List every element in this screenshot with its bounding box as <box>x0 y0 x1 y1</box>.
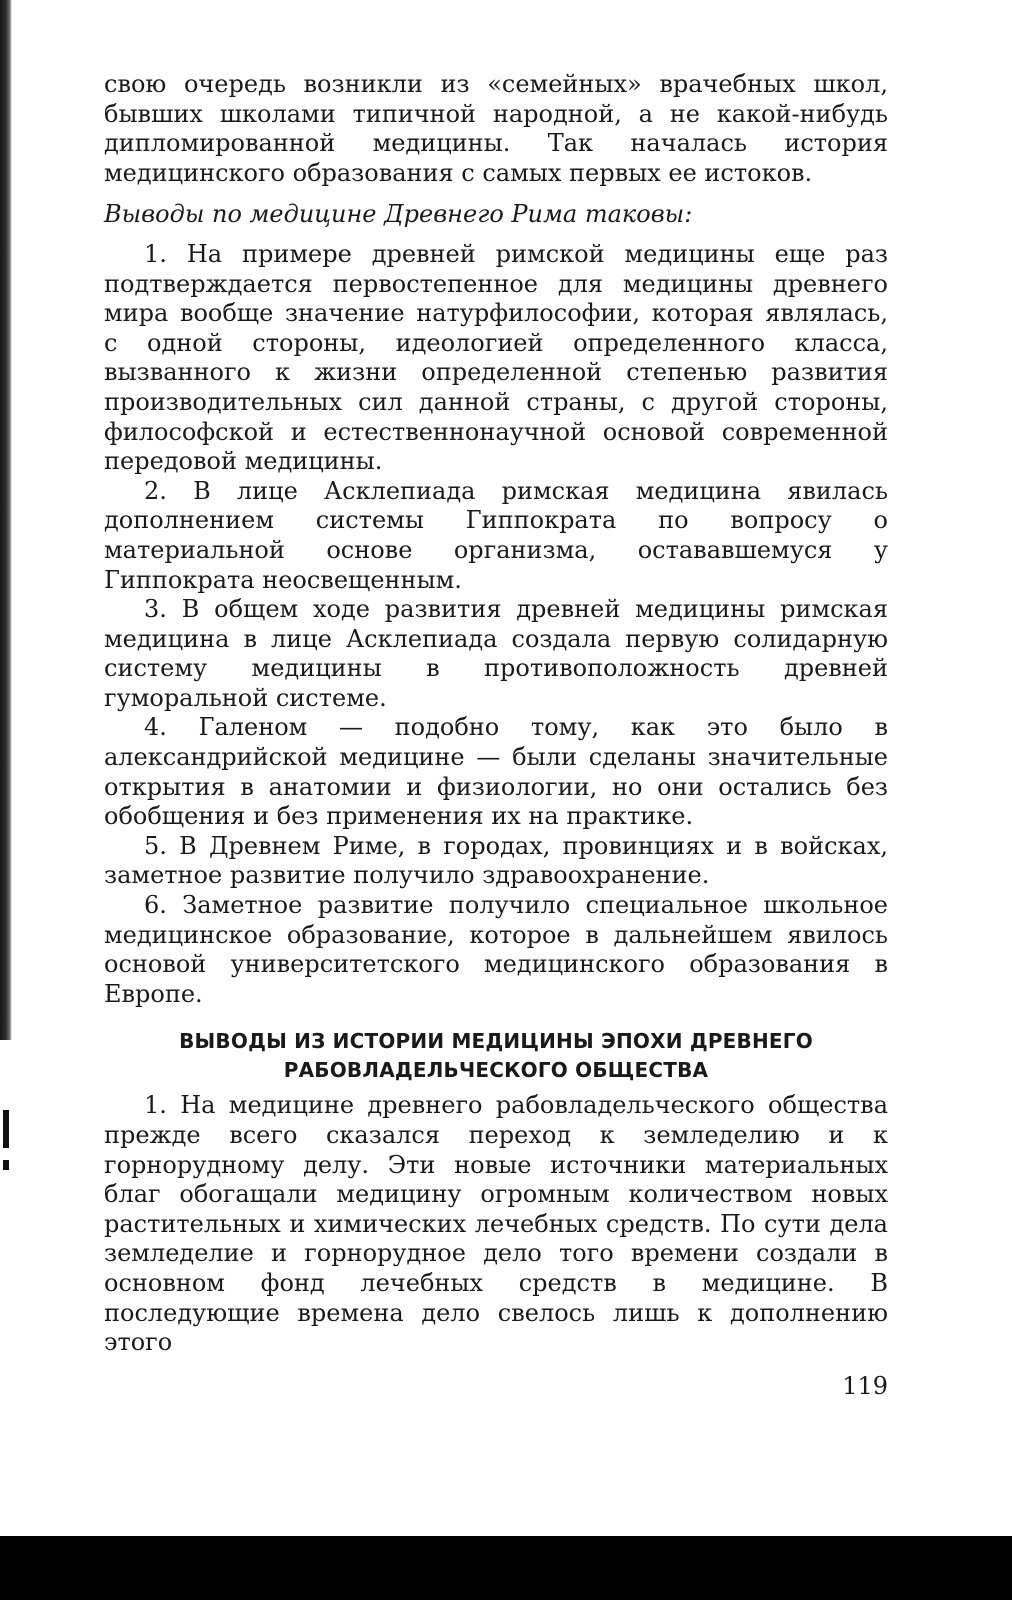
rome-conclusion-5: 5. В Древнем Риме, в городах, провинциях и в войсках, заметное развитие получило здравоохранение. <box>104 831 888 890</box>
rome-conclusion-1: 1. На примере древней римской медицины еще раз подтверждается первостепенное для медицины древнего мира вообще значение натурфилософии, которая являлась, с одной стороны, идеологией определенного класса, вызванного к жизни определенной степенью развития производительных сил данной страны, с другой стороны, философской и естественнонаучной основой современной передовой медицины. <box>104 239 888 476</box>
section-paragraph-1: 1. На медицине древнего рабовладельческого общества прежде всего сказался переход к земледелию и к горнорудному делу. Эти новые источники материальных благ обогащали медицину огромным количеством новых растительных и химических лечебных средств. По сути дела земледелие и горнорудное дело того времени создали в основном фонд лечебных средств в медицине. В последующие времена дело свелось лишь к дополнению этого <box>104 1091 888 1357</box>
paragraph-intro: свою очередь возникли из «семейных» врачебных школ, бывших школами типичной народной, а не какой-нибудь дипломированной медицины. Так началась история медицинского образования с самых первых ее истоков. <box>104 70 888 187</box>
scan-bottom-border <box>0 1536 1012 1600</box>
rome-summary-title: Выводы по медицине Древнего Рима таковы: <box>104 200 693 229</box>
page-number: 119 <box>842 1372 888 1400</box>
spine-mark-upper <box>3 1110 9 1148</box>
rome-conclusion-3: 3. В общем ходе развития древней медицины римская медицина в лице Асклепиада создала первую солидарную систему медицины в противоположность древней гуморальной системе. <box>104 595 888 712</box>
rome-conclusion-4: 4. Галеном — подобно тому, как это было в александрийской медицине — были сделаны значительные открытия в анатомии и физиологии, но они остались без обобщения и без применения их на практике. <box>104 713 888 831</box>
section-heading-line-1: ВЫВОДЫ ИЗ ИСТОРИИ МЕДИЦИНЫ ЭПОХИ ДРЕВНЕГО <box>179 1029 813 1054</box>
rome-conclusion-2: 2. В лице Асклепиада римская медицина явилась дополнением системы Гиппократа по вопросу о материальной основе организма, остававшемуся у Гиппократа неосвещенным. <box>104 476 888 594</box>
spine-mark-lower <box>3 1160 9 1170</box>
section-heading <box>104 1027 888 1085</box>
section-heading-line-2: РАБОВЛАДЕЛЬЧЕСКОГО ОБЩЕСТВА <box>283 1058 709 1083</box>
book-spine-shadow <box>0 0 12 1040</box>
rome-conclusion-6: 6. Заметное развитие получило специальное школьное медицинское образование, которое в дальнейшем явилось основой университетского медицинского образования в Европе. <box>104 891 888 1008</box>
page-body <box>104 70 888 1358</box>
